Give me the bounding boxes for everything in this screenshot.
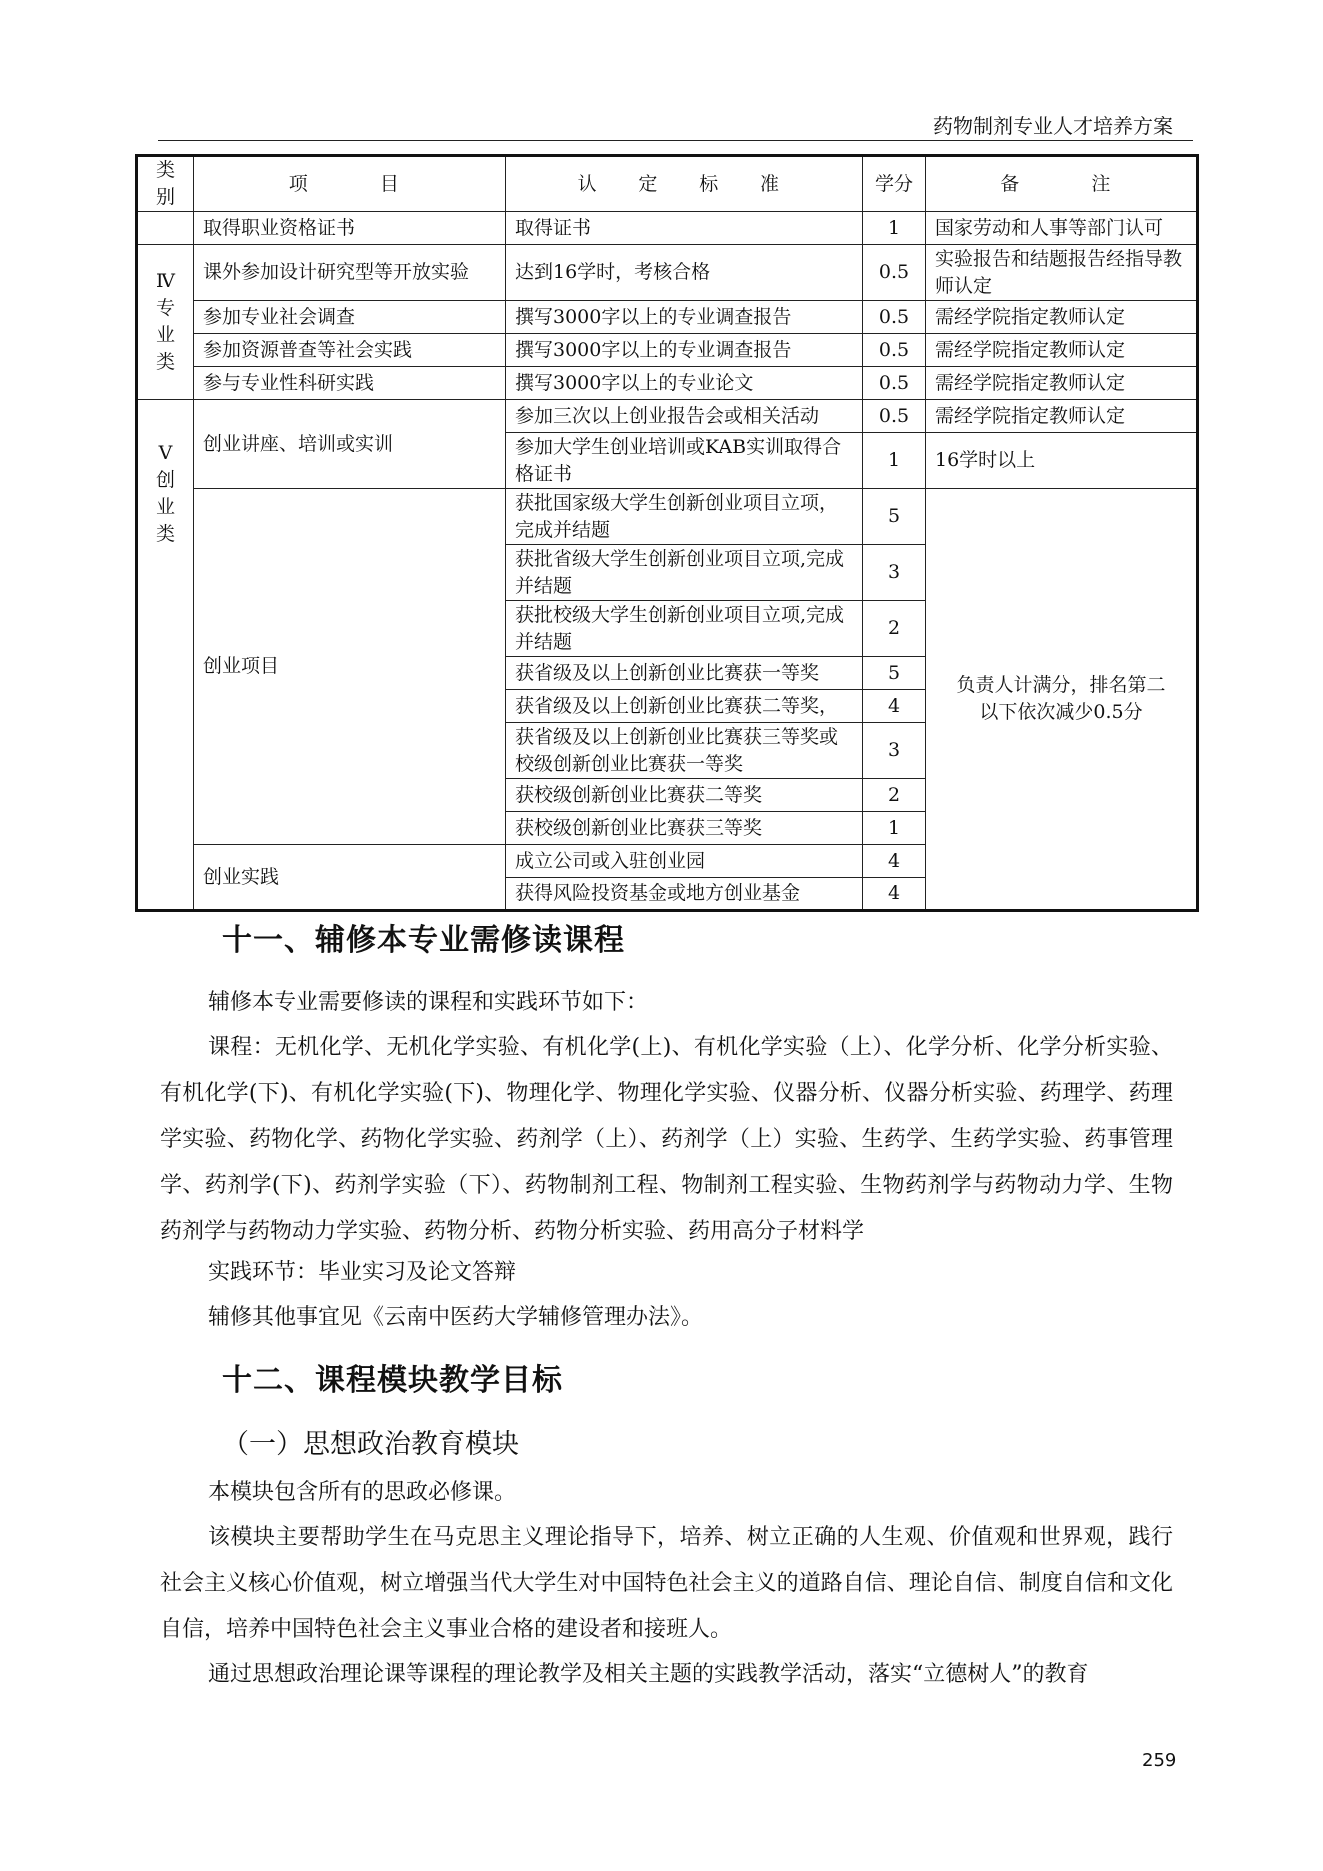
item-cell: 创业项目 [194,489,506,845]
item-cell: 课外参加设计研究型等开放实验 [194,245,506,301]
standard-cell: 参加三次以上创业报告会或相关活动 [506,400,863,433]
credit-recognition-table [135,154,1199,912]
standard-cell: 获批省级大学生创新创业项目立项,完成并结题 [506,545,863,601]
section-11-courses: 课程：无机化学、无机化学实验、有机化学(上)、有机化学实验（上）、化学分析、化学分析实验、有机化学(下)、有机化学实验(下)、物理化学、物理化学实验、仪器分析、仪器分析实验、药理学、药理学实验、药物化学、药物化学实验、药剂学（上）、药剂学（上）实验、生药学、生药学实验、药事管理学、药剂学(下)、药剂学实验（下）、药物制剂工程、物制剂工程实验、生物药剂学与药物动力学、生物药剂学与药物动力学实验、药物分析、药物分析实验、药用高分子材料学 [160,1035,1173,1244]
table-row [137,367,1198,400]
credits-cell: 2 [863,601,926,657]
standard-cell: 参加大学生创业培训或KAB实训取得合格证书 [506,433,863,489]
standard-cell: 获省级及以上创新创业比赛获三等奖或校级创新创业比赛获一等奖 [506,723,863,779]
header-rule [158,140,1193,141]
table-row [137,301,1198,334]
standard-cell: 取得证书 [506,212,863,245]
remark-cell: 需经学院指定教师认定 [926,367,1198,400]
item-cell: 取得职业资格证书 [194,212,506,245]
table-row [137,400,1198,433]
credits-cell: 1 [863,812,926,845]
section-11-practice: 实践环节：毕业实习及论文答辩 [208,1260,517,1285]
credits-cell: 1 [863,212,926,245]
section-11-other: 辅修其他事宜见《云南中医药大学辅修管理办法》。 [208,1305,704,1330]
standard-cell: 获批校级大学生创新创业项目立项,完成并结题 [506,601,863,657]
standard-cell: 获省级及以上创新创业比赛获一等奖 [506,657,863,690]
header-item: 项 目 [194,156,506,212]
header-remark: 备 注 [926,156,1198,212]
section-11-intro: 辅修本专业需要修读的课程和实践环节如下： [208,990,649,1015]
credits-cell: 1 [863,433,926,489]
item-cell: 参加资源普查等社会实践 [194,334,506,367]
credits-cell: 4 [863,690,926,723]
category-entrepreneurship [137,400,194,911]
item-cell: 参与专业性科研实践 [194,367,506,400]
credits-cell: 5 [863,489,926,545]
section-12-p2: 该模块主要帮助学生在马克思主义理论指导下，培养、树立正确的人生观、价值观和世界观，践行社会主义核心价值观，树立增强当代大学生对中国特色社会主义的道路自信、理论自信、制度自信和文化自信，培养中国特色社会主义事业合格的建设者和接班人。 [160,1525,1173,1642]
section-12-p1: 本模块包含所有的思政必修课。 [208,1480,517,1505]
subsection-1-heading: （一）思想政治教育模块 [222,1429,519,1460]
remark-cell: 需经学院指定教师认定 [926,334,1198,367]
standard-cell: 撰写3000字以上的专业论文 [506,367,863,400]
credits-cell: 3 [863,545,926,601]
standard-cell: 获批国家级大学生创新创业项目立项，完成并结题 [506,489,863,545]
remark-cell: 需经学院指定教师认定 [926,301,1198,334]
running-header-title: 药物制剂专业人才培养方案 [933,114,1173,138]
section-12-heading: 十二、课程模块教学目标 [222,1363,563,1398]
credits-cell: 0.5 [863,334,926,367]
remark-cell: 16学时以上 [926,433,1198,489]
category-numeral: Ⅳ [156,270,175,292]
table-row [137,212,1198,245]
remark-cell: 国家劳动和人事等部门认可 [926,212,1198,245]
header-category: 类别 [137,156,194,212]
standard-cell: 获省级及以上创新创业比赛获二等奖， [506,690,863,723]
table-row [137,334,1198,367]
section-12-p3: 通过思想政治理论课等课程的理论教学及相关主题的实践教学活动，落实“立德树人”的教育 [208,1662,1089,1687]
credits-cell: 5 [863,657,926,690]
item-cell: 参加专业社会调查 [194,301,506,334]
table-row [137,489,1198,545]
category-label: 专业类 [155,297,175,373]
credits-cell: 0.5 [863,301,926,334]
remark-cell: 需经学院指定教师认定 [926,400,1198,433]
header-credits: 学分 [863,156,926,212]
category-label: 创业类 [155,469,175,545]
standard-cell: 获校级创新创业比赛获三等奖 [506,812,863,845]
credits-cell: 2 [863,779,926,812]
header-standard: 认 定 标 准 [506,156,863,212]
credits-cell: 3 [863,723,926,779]
item-cell: 创业实践 [194,845,506,911]
category-cell-empty [137,212,194,245]
standard-cell: 获得风险投资基金或地方创业基金 [506,878,863,911]
merged-remark-cell: 负责人计满分，排名第二以下依次减少0.5分 [926,489,1198,911]
standard-cell: 达到16学时，考核合格 [506,245,863,301]
category-professional [137,245,194,400]
remark-cell: 实验报告和结题报告经指导教师认定 [926,245,1198,301]
credits-cell: 4 [863,845,926,878]
table-header-row [137,156,1198,212]
section-11-heading: 十一、辅修本专业需修读课程 [222,923,625,958]
credits-cell: 0.5 [863,367,926,400]
standard-cell: 获校级创新创业比赛获二等奖 [506,779,863,812]
standard-cell: 撰写3000字以上的专业调查报告 [506,301,863,334]
item-cell: 创业讲座、培训或实训 [194,400,506,489]
credits-cell: 0.5 [863,245,926,301]
standard-cell: 成立公司或入驻创业园 [506,845,863,878]
table-row [137,245,1198,301]
credits-cell: 4 [863,878,926,911]
category-numeral: V [158,442,173,464]
page-number: 259 [1142,1750,1177,1771]
standard-cell: 撰写3000字以上的专业调查报告 [506,334,863,367]
credits-cell: 0.5 [863,400,926,433]
